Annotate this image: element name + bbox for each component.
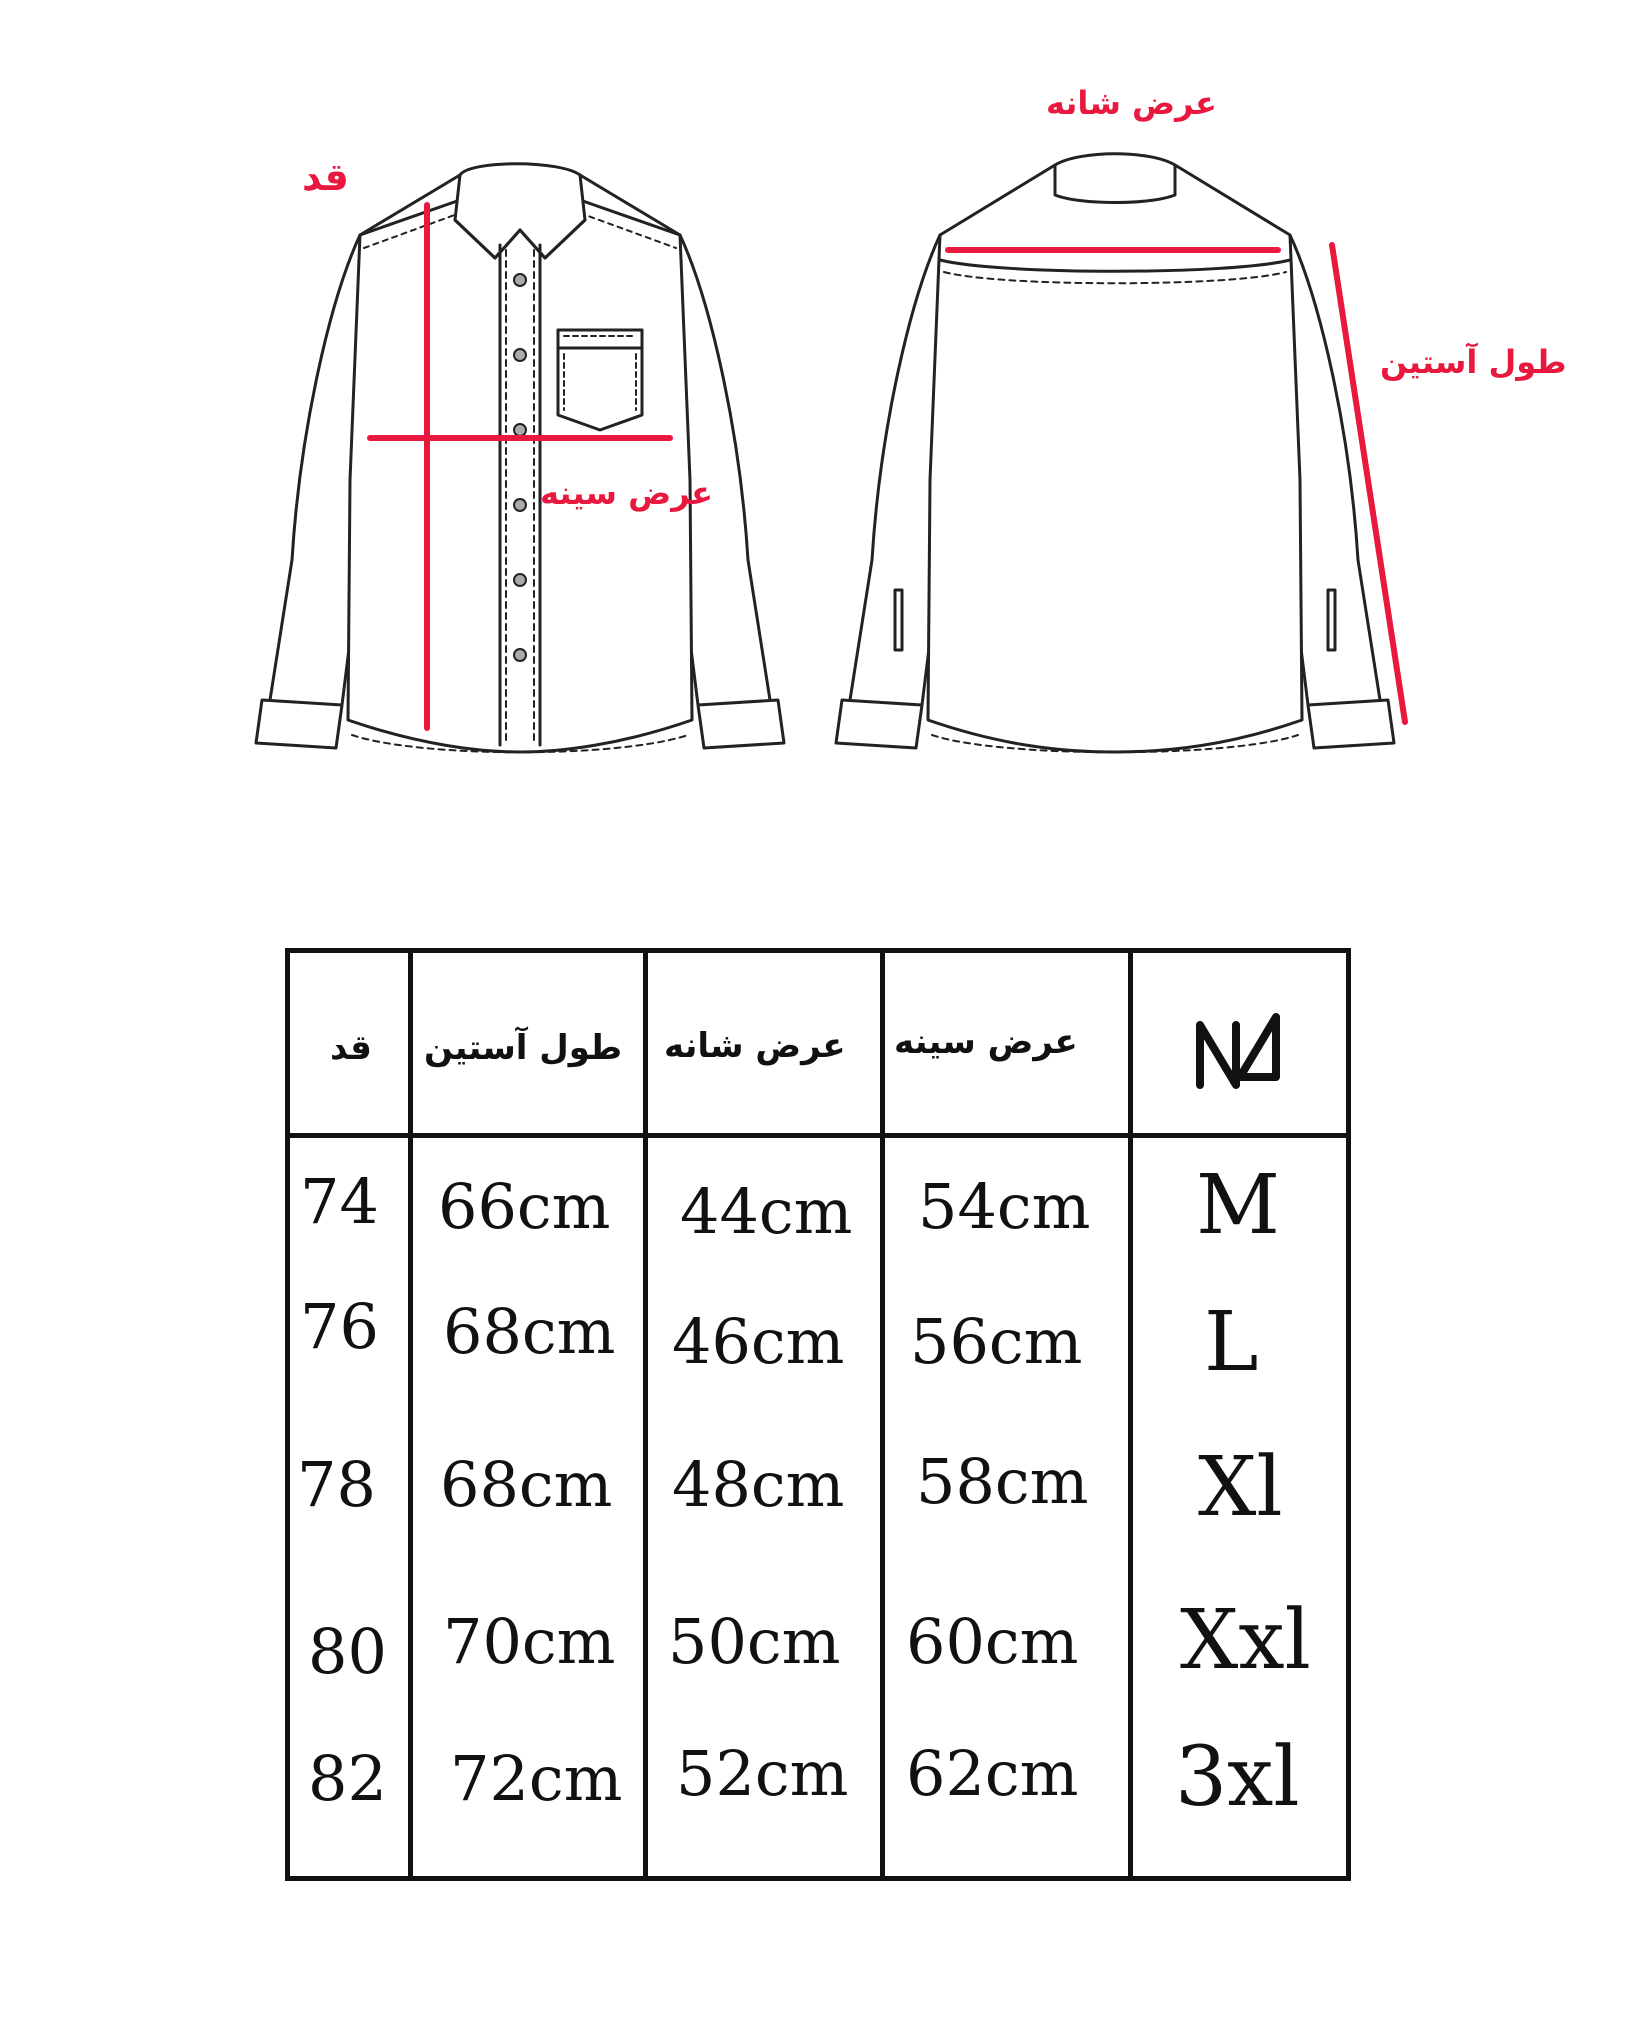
row-2-size: L [1204,1295,1259,1390]
table-border-left [285,948,290,1881]
row-4-sleeve: 70cm [443,1605,616,1678]
row-5-size: 3xl [1175,1730,1300,1825]
row-5-length: 82 [308,1742,387,1815]
table-column-divider [880,948,885,1881]
table-header-divider [285,1133,1351,1138]
row-2-sleeve: 68cm [443,1295,616,1368]
row-5-shoulder: 52cm [676,1737,849,1810]
row-4-size: Xxl [1180,1593,1311,1688]
header-shoulder-width: عرض شانه [664,1026,846,1066]
table-border-top [285,948,1351,953]
row-1-sleeve: 66cm [438,1170,611,1243]
row-3-length: 78 [297,1448,376,1521]
row-3-sleeve: 68cm [440,1448,613,1521]
table-border-bottom [285,1876,1351,1881]
row-4-length: 80 [308,1615,387,1688]
row-2-shoulder: 46cm [672,1305,845,1378]
table-border-right [1346,948,1351,1881]
table-column-divider [408,948,413,1881]
row-4-shoulder: 50cm [668,1605,841,1678]
row-2-length: 76 [300,1290,379,1363]
shirt-back-icon [836,154,1394,753]
header-length: قد [330,1028,372,1068]
shirt-measurement-diagram [0,0,1632,800]
row-3-size: Xl [1198,1440,1283,1535]
sleeve-length-label: طول آستین [1380,343,1567,381]
row-1-size: M [1196,1158,1280,1253]
row-1-length: 74 [300,1165,379,1238]
row-2-chest: 56cm [910,1305,1083,1378]
shirt-front-icon [256,164,784,753]
row-4-chest: 60cm [906,1605,1079,1678]
row-3-shoulder: 48cm [672,1448,845,1521]
shoulder-width-label: عرض شانه [1046,84,1217,122]
row-1-chest: 54cm [918,1170,1091,1243]
brand-logo-icon [1192,1005,1284,1097]
row-3-chest: 58cm [916,1445,1089,1518]
chest-width-label: عرض سینه [540,474,713,512]
row-1-shoulder: 44cm [680,1175,853,1248]
length-label: قد [302,155,349,199]
header-sleeve-length: طول آستین [424,1028,623,1068]
row-5-chest: 62cm [906,1737,1079,1810]
table-column-divider [1128,948,1133,1881]
header-chest-width: عرض سینه [894,1022,1078,1062]
table-column-divider [643,948,648,1881]
row-5-sleeve: 72cm [450,1742,623,1815]
